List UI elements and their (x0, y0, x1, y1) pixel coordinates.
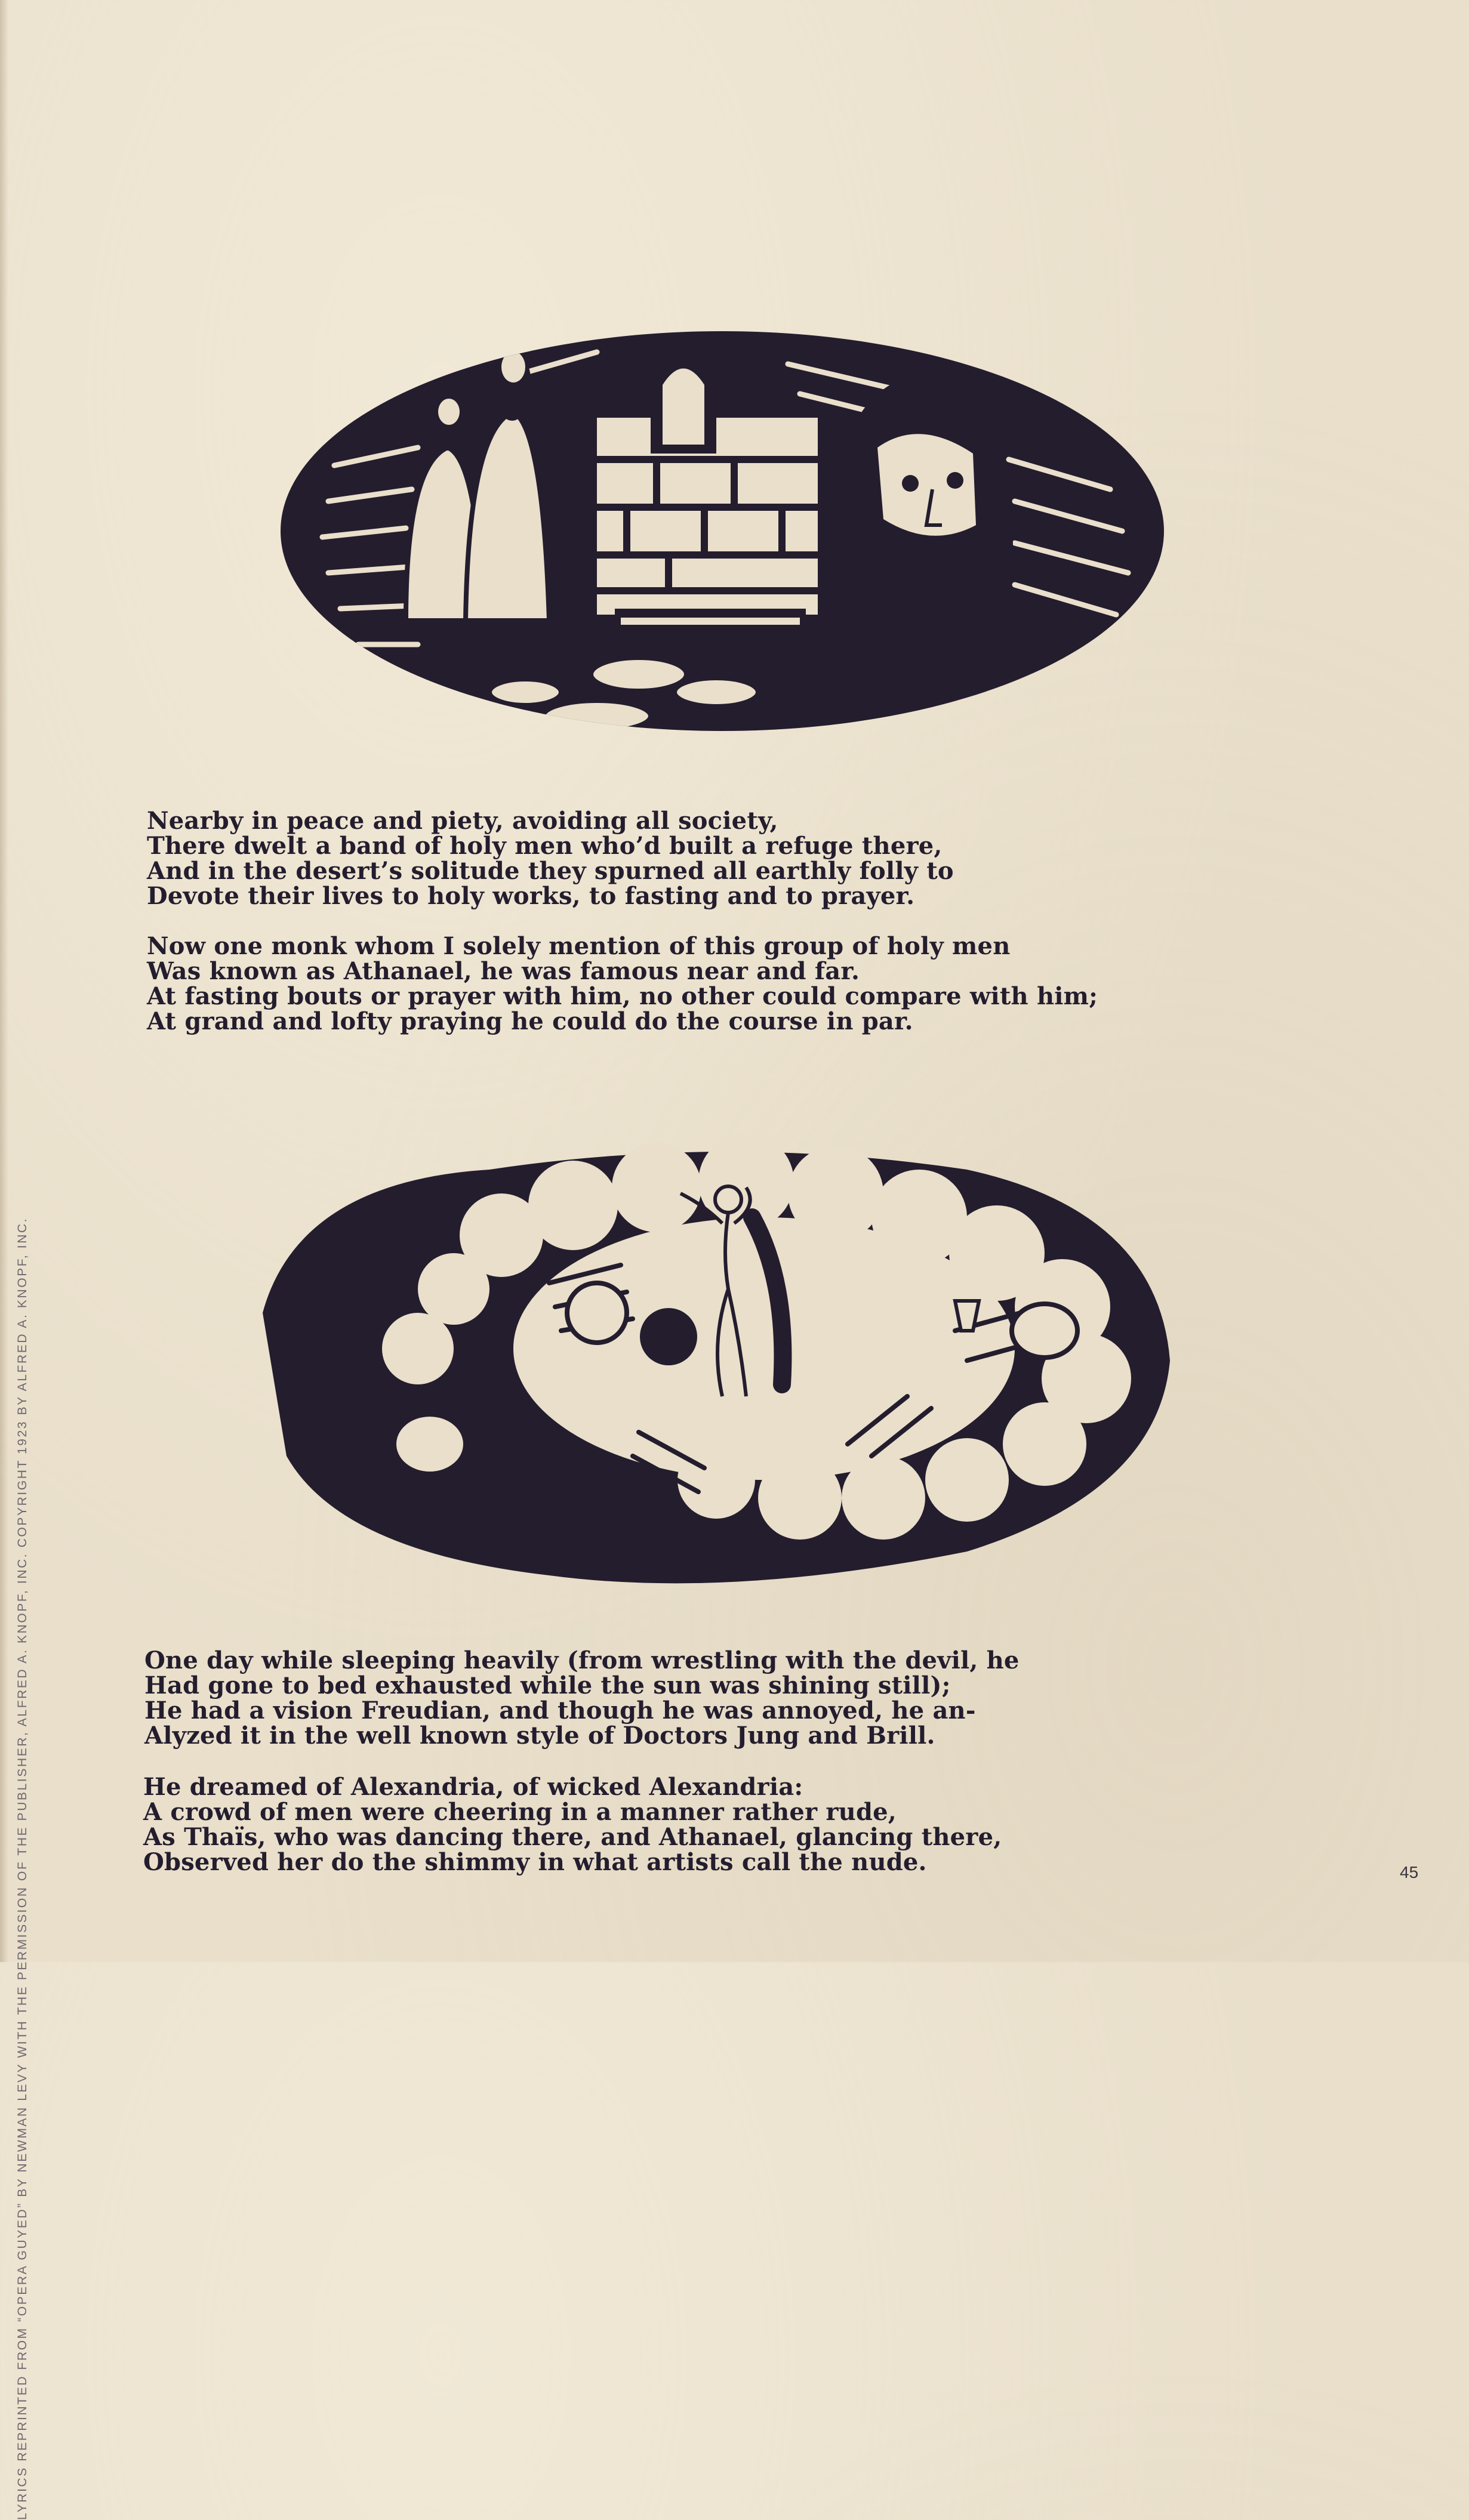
woodcut-illustration-monks (263, 310, 1182, 740)
page-gutter-shadow (0, 0, 8, 1962)
verse-line: As Thaïs, who was dancing there, and Athanael, glancing there, (143, 1823, 1002, 1851)
stanza-3 (144, 1648, 1020, 1748)
copyright-credit: LYRICS REPRINTED FROM “OPERA GUYED” BY NEWMAN LEVY WITH THE PERMISSION OF THE PUBLISHER, ALFRED A. KNOPF, INC. COPYRIGHT 1923 BY ALFRED A. KNOPF, INC. (16, 1217, 29, 2520)
page-number: 45 (1400, 1863, 1419, 1881)
verse-line: Now one monk whom I solely mention of this group of holy men (147, 932, 1011, 960)
verse-line: Devote their lives to holy works, to fasting and to prayer. (147, 882, 915, 910)
verse-line: He dreamed of Alexandria, of wicked Alexandria: (143, 1773, 803, 1801)
verse-line: One day while sleeping heavily (from wrestling with the devil, he (144, 1646, 1020, 1674)
verse-line: He had a vision Freudian, and though he was annoyed, he an- (144, 1697, 976, 1725)
verse-line: A crowd of men were cheering in a manner rather rude, (143, 1798, 897, 1826)
woodcut-illustration-thais (251, 1134, 1194, 1599)
stanza-1 (147, 809, 954, 909)
verse-line: At fasting bouts or prayer with him, no other could compare with him; (147, 982, 1098, 1010)
stanza-2 (147, 934, 1098, 1034)
verse-line: Nearby in peace and piety, avoiding all society, (147, 807, 778, 835)
verse-line: At grand and lofty praying he could do the course in par. (147, 1007, 913, 1035)
verse-line: And in the desert’s solitude they spurned all earthly folly to (147, 857, 954, 885)
verse-line: Had gone to bed exhausted while the sun was shining still); (144, 1671, 951, 1699)
monks-woodcut-image (263, 310, 1182, 740)
verse-line: Observed her do the shimmy in what artists call the nude. (143, 1848, 927, 1876)
verse-line: Alyzed it in the well known style of Doctors Jung and Brill. (144, 1722, 935, 1750)
thais-woodcut-image (251, 1134, 1194, 1599)
stanza-4 (143, 1775, 1002, 1875)
verse-line: There dwelt a band of holy men who’d built a refuge there, (147, 832, 943, 860)
verse-line: Was known as Athanael, he was famous near and far. (147, 957, 860, 985)
